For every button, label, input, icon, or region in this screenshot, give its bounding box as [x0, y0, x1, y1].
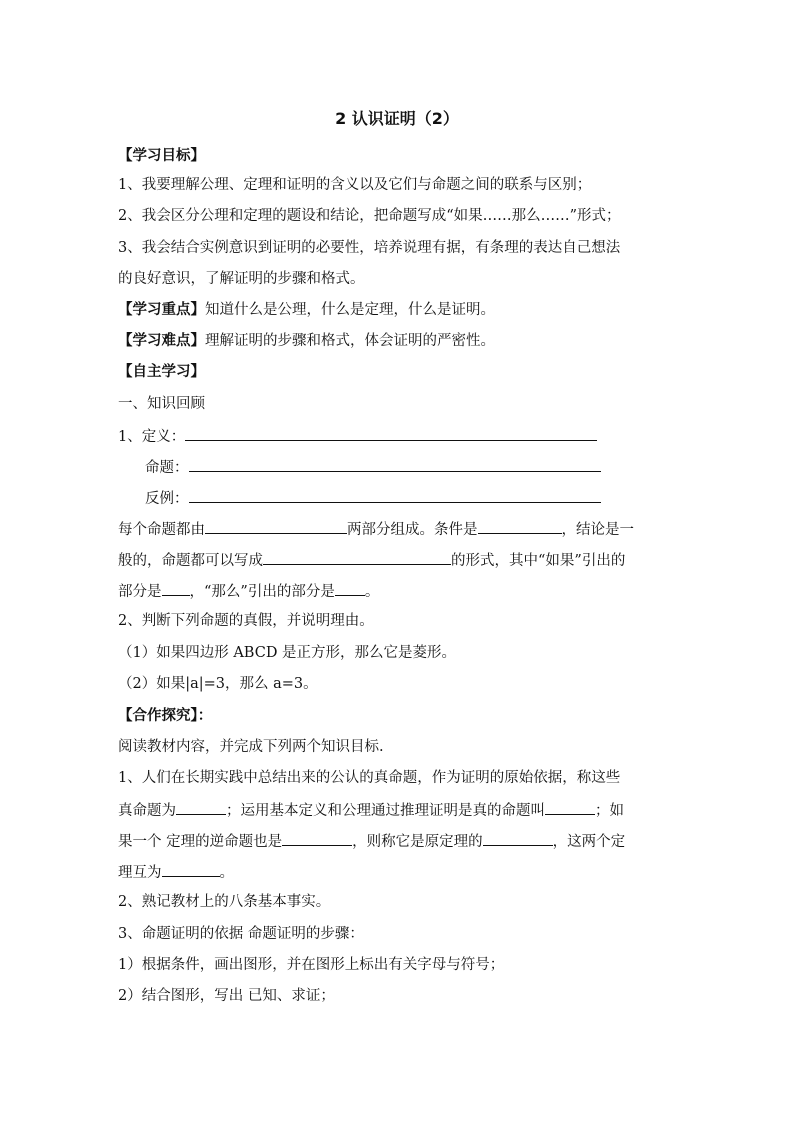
text-segment: 般的，命题都可以写成: [118, 553, 263, 569]
basic-facts-item: 2、熟记教材上的八条基本事实。: [118, 894, 331, 910]
converse-theorem-blank[interactable]: [483, 830, 553, 846]
knowledge-review-heading: 一、知识回顾: [118, 396, 205, 412]
axiom-line-1: 1、人们在长期实践中总结出来的公认的真命题，作为证明的原始依据，称这些: [118, 770, 621, 786]
definition-label: 1、定义：: [118, 429, 186, 445]
cooperation-intro: 阅读教材内容，并完成下列两个知识目标.: [118, 739, 384, 755]
proposition-parts-line-3: [118, 580, 379, 602]
text-segment: 理互为: [118, 865, 162, 881]
proposition-blank[interactable]: [189, 456, 601, 472]
condition-blank[interactable]: [478, 518, 562, 534]
text-segment: ；如: [595, 803, 624, 819]
page-title: 2 认识证明（2）: [335, 109, 459, 128]
judge-item-2: （2）如果|a|=3，那么 a=3。: [118, 676, 318, 692]
proposition-row: [145, 456, 601, 478]
proof-step-2: 2）结合图形，写出 已知、求证；: [118, 988, 335, 1004]
difficulty-label: 【学习难点】: [118, 332, 205, 349]
text-segment: ，“那么”引出的部分是: [189, 584, 335, 600]
text-segment: ，这两个定: [552, 834, 626, 850]
proposition-label: 命题：: [145, 460, 189, 476]
text-segment: 。: [219, 865, 234, 881]
proposition-parts-line-2: [118, 549, 625, 571]
cooperation-heading: 【合作探究】：: [118, 707, 213, 724]
objective-item-3-cont: 的良好意识，了解证明的步骤和格式。: [118, 271, 365, 287]
self-study-heading: 【自主学习】: [118, 363, 205, 380]
theorem-blank[interactable]: [545, 799, 595, 815]
text-segment: 部分是: [118, 584, 162, 600]
objective-item-2: 2、我会区分公理和定理的题设和结论，把命题写成“如果……那么……”形式；: [118, 208, 621, 224]
then-part-blank[interactable]: [335, 580, 365, 596]
text-segment: 每个命题都由: [118, 522, 205, 538]
text-segment: ，结论是一: [561, 522, 634, 538]
counterexample-blank[interactable]: [189, 487, 601, 503]
axiom-line-4: [118, 861, 234, 883]
objectives-heading: 【学习目标】: [118, 147, 205, 164]
difficulty-line: [118, 331, 495, 351]
judge-item-1: （1）如果四边形 ABCD 是正方形，那么它是菱形。: [118, 645, 457, 661]
counterexample-row: [145, 487, 601, 509]
proof-steps-heading: 3、命题证明的依据 命题证明的步骤：: [118, 926, 364, 942]
focus-label: 【学习重点】: [118, 301, 205, 318]
axiom-line-3: [118, 830, 625, 852]
text-segment: 真命题为: [118, 803, 176, 819]
focus-text: 知道什么是公理，什么是定理，什么是证明。: [205, 302, 495, 318]
definition-row: [118, 425, 597, 447]
text-segment: ；运用基本定义和公理通过推理证明是真的命题叫: [226, 803, 545, 819]
text-segment: 。: [364, 584, 380, 600]
text-segment: 两部分组成。条件是: [347, 522, 478, 538]
parts-blank[interactable]: [205, 518, 347, 534]
text-segment: ，则称它是原定理的: [352, 834, 483, 850]
judge-question: 2、判断下列命题的真假，并说明理由。: [118, 613, 374, 629]
definition-blank[interactable]: [185, 425, 597, 441]
difficulty-text: 理解证明的步骤和格式，体会证明的严密性。: [205, 333, 495, 349]
text-segment: 果一个 定理的逆命题也是: [118, 834, 283, 850]
text-segment: 的形式，其中“如果”引出的: [451, 553, 626, 569]
objective-item-1: 1、我要理解公理、定理和证明的含义以及它们与命题之间的联系与区别；: [118, 177, 592, 193]
mutual-blank[interactable]: [162, 861, 220, 877]
proof-step-1: 1）根据条件，画出图形，并在图形上标出有关字母与符号；: [118, 957, 505, 973]
form-blank[interactable]: [263, 549, 451, 565]
objective-item-3: 3、我会结合实例意识到证明的必要性，培养说理有据，有条理的表达自己想法: [118, 240, 621, 256]
if-part-blank[interactable]: [162, 580, 190, 596]
axiom-line-2: [118, 799, 624, 821]
proposition-parts-line-1: [118, 518, 634, 540]
counterexample-label: 反例：: [145, 491, 189, 507]
axiom-blank[interactable]: [176, 799, 226, 815]
true-blank[interactable]: [282, 830, 352, 846]
focus-line: [118, 300, 495, 320]
